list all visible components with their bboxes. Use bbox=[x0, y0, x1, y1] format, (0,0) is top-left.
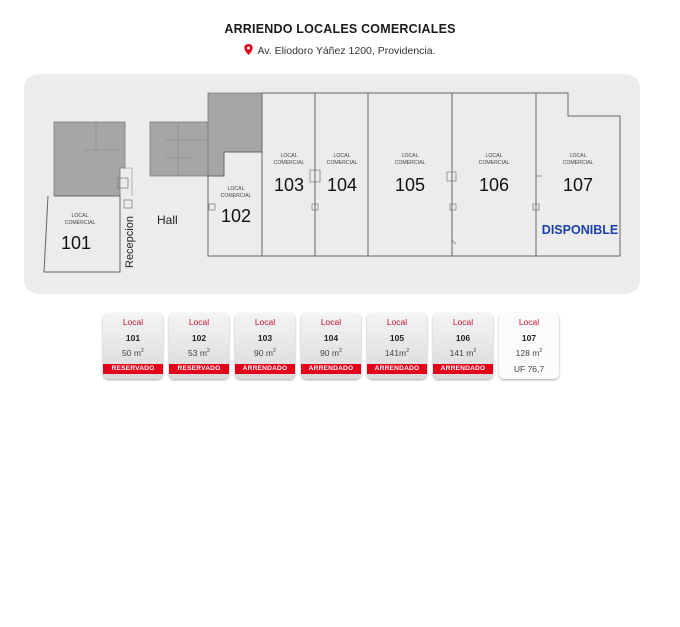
unit-104-label: LOCAL bbox=[333, 153, 351, 159]
unit-101-number: 101 bbox=[60, 233, 92, 253]
card-number: 104 bbox=[323, 333, 339, 343]
card-number: 106 bbox=[455, 333, 471, 343]
card-area: 90 $m^2$ bbox=[254, 348, 276, 358]
reception-label: Recepcion bbox=[124, 216, 136, 268]
unit-card-104[interactable] bbox=[301, 313, 361, 379]
card-area: 53 $m^2$ bbox=[188, 348, 210, 358]
unit-105-number: 105 bbox=[394, 175, 426, 195]
hall-label: Hall bbox=[157, 213, 178, 227]
status-badge: RESERVADO bbox=[103, 364, 163, 374]
svg-text:COMERCIAL: COMERCIAL bbox=[273, 160, 305, 166]
status-badge: ARRENDADO bbox=[301, 364, 361, 374]
card-area: 90 $m^2$ bbox=[320, 348, 342, 358]
status-badge: ARRENDADO bbox=[235, 364, 295, 374]
unit-102-label: LOCAL bbox=[227, 186, 245, 192]
unit-103-number: 103 bbox=[273, 175, 305, 195]
card-area: 128 $m^2$ bbox=[515, 348, 543, 358]
card-number: 103 bbox=[257, 333, 273, 343]
unit-card-107[interactable] bbox=[499, 313, 559, 379]
card-number: 107 bbox=[521, 333, 537, 343]
card-label: Local bbox=[320, 317, 342, 327]
card-area: $141m^2$ bbox=[384, 348, 410, 358]
card-number: 105 bbox=[389, 333, 405, 343]
card-number: 102 bbox=[191, 333, 207, 343]
card-label: Local bbox=[518, 317, 540, 327]
unit-card-101[interactable] bbox=[103, 313, 163, 379]
svg-text:COMERCIAL: COMERCIAL bbox=[220, 193, 252, 199]
card-price: UF 76,7 bbox=[513, 364, 545, 374]
location-pin-icon bbox=[244, 44, 253, 55]
unit-107-number: 107 bbox=[562, 175, 594, 195]
unit-card-103[interactable] bbox=[235, 313, 295, 379]
unit-cards bbox=[103, 313, 563, 383]
card-area: 141 $m^2$ bbox=[449, 348, 477, 358]
unit-104-number: 104 bbox=[326, 175, 358, 195]
unit-105-label: LOCAL bbox=[401, 153, 419, 159]
page-title: ARRIENDO LOCALES COMERCIALES bbox=[224, 22, 456, 36]
floor-plan bbox=[24, 74, 640, 294]
svg-text:COMERCIAL: COMERCIAL bbox=[562, 160, 594, 166]
unit-103-label: LOCAL bbox=[280, 153, 298, 159]
occupied-block-left bbox=[54, 122, 125, 196]
unit-107-label: LOCAL bbox=[569, 153, 587, 159]
unit-101-label: LOCAL bbox=[71, 213, 89, 219]
unit-106-number: 106 bbox=[478, 175, 510, 195]
occupied-block-middle bbox=[150, 122, 208, 176]
status-badge: RESERVADO bbox=[169, 364, 229, 374]
svg-text:COMERCIAL: COMERCIAL bbox=[478, 160, 510, 166]
svg-text:COMERCIAL: COMERCIAL bbox=[326, 160, 358, 166]
address bbox=[0, 44, 680, 57]
available-label: DISPONIBLE bbox=[541, 223, 619, 237]
unit-106-label: LOCAL bbox=[485, 153, 503, 159]
card-label: Local bbox=[254, 317, 276, 327]
card-label: Local bbox=[386, 317, 408, 327]
svg-text:COMERCIAL: COMERCIAL bbox=[64, 220, 96, 226]
svg-text:COMERCIAL: COMERCIAL bbox=[394, 160, 426, 166]
unit-card-102[interactable] bbox=[169, 313, 229, 379]
status-badge: ARRENDADO bbox=[433, 364, 493, 374]
occupied-block-top bbox=[208, 93, 262, 176]
card-label: Local bbox=[122, 317, 144, 327]
unit-card-106[interactable] bbox=[433, 313, 493, 379]
card-number: 101 bbox=[125, 333, 141, 343]
floor-plan-panel bbox=[24, 74, 640, 294]
address-text: Av. Eliodoro Yáñez 1200, Providencia. bbox=[257, 45, 436, 57]
card-label: Local bbox=[452, 317, 474, 327]
status-badge: ARRENDADO bbox=[367, 364, 427, 374]
unit-102-number: 102 bbox=[220, 206, 252, 226]
unit-card-105[interactable] bbox=[367, 313, 427, 379]
card-area: 50 $m^2$ bbox=[122, 348, 144, 358]
card-label: Local bbox=[188, 317, 210, 327]
